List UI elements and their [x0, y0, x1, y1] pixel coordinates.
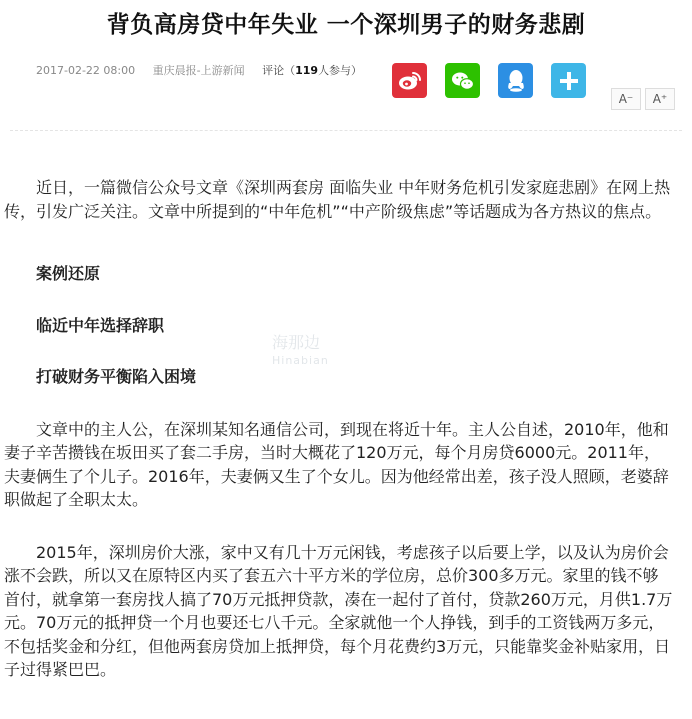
- weibo-share-button[interactable]: [392, 63, 427, 98]
- qq-share-button[interactable]: [498, 63, 533, 98]
- plus-icon: [558, 70, 580, 92]
- paragraph: 2015年，深圳房价大涨，家中又有几十万元闲钱，考虑孩子以后要上学，以及认为房价会涨不会跌，所以又在原特区内买了套五六十平方米的学位房，总价300多万元。家里的钱不够首付，就拿第一套房找人搞了70万元抵押贷款，凑在一起付了首付，贷款260万元，月供1.7万元。70万元的抵押贷一个月也要还七八千元。全家就他一个人挣钱，到手的工资钱两万多元，不包括奖金和分红，但他两套房贷加上抵押贷，每个月花费约3万元，只能靠奖金补贴家用，日子过得紧巴巴。: [4, 542, 673, 679]
- comment-suffix: 人参与）: [318, 64, 363, 77]
- font-increase-button[interactable]: A⁺: [645, 88, 675, 110]
- article-source[interactable]: 重庆晨报-上游新闻: [152, 64, 245, 77]
- section-heading: 打破财务平衡陷入困境: [36, 367, 197, 386]
- watermark-cn: 海那边: [272, 333, 321, 352]
- watermark-en: Hinabian: [272, 354, 329, 367]
- publish-datetime: 2017-02-22 08:00: [36, 64, 136, 77]
- font-decrease-button[interactable]: A⁻: [611, 88, 641, 110]
- article-meta: [36, 62, 376, 78]
- wechat-icon: [451, 71, 475, 91]
- comment-prefix: 评论（: [262, 64, 296, 77]
- paragraph: 文章中的主人公，在深圳某知名通信公司，到现在将近十年。主人公自述，2010年，他和妻子辛苦攒钱在坂田买了套二手房，当时大概花了120万元，每个月房贷6000元。2011年，夫妻俩生了个儿子。2016年，夫妻俩又生了个女儿。因为他经常出差，孩子没人照顾，老婆辞职做起了全职太太。: [4, 419, 669, 509]
- paragraph: 近日，一篇微信公众号文章《深圳两套房 面临失业 中年财务危机引发家庭悲剧》在网上热传，引发广泛关注。文章中所提到的“中年危机”“中产阶级焦虑”等话题成为各方热议的焦点。: [4, 178, 671, 221]
- article-title: 背负高房贷中年失业 一个深圳男子的财务悲剧: [106, 12, 586, 38]
- section-heading: 案例还原: [36, 264, 101, 283]
- share-bar: [392, 63, 586, 98]
- font-size-controls: [611, 88, 675, 110]
- comment-link[interactable]: [262, 64, 362, 77]
- wechat-share-button[interactable]: [445, 63, 480, 98]
- comment-count: 119: [295, 64, 319, 77]
- header-divider: [10, 130, 682, 131]
- article-body: [4, 176, 674, 682]
- more-share-button[interactable]: [551, 63, 586, 98]
- qq-icon: [505, 69, 527, 93]
- weibo-icon: [398, 71, 422, 91]
- section-heading: 临近中年选择辞职: [36, 315, 165, 335]
